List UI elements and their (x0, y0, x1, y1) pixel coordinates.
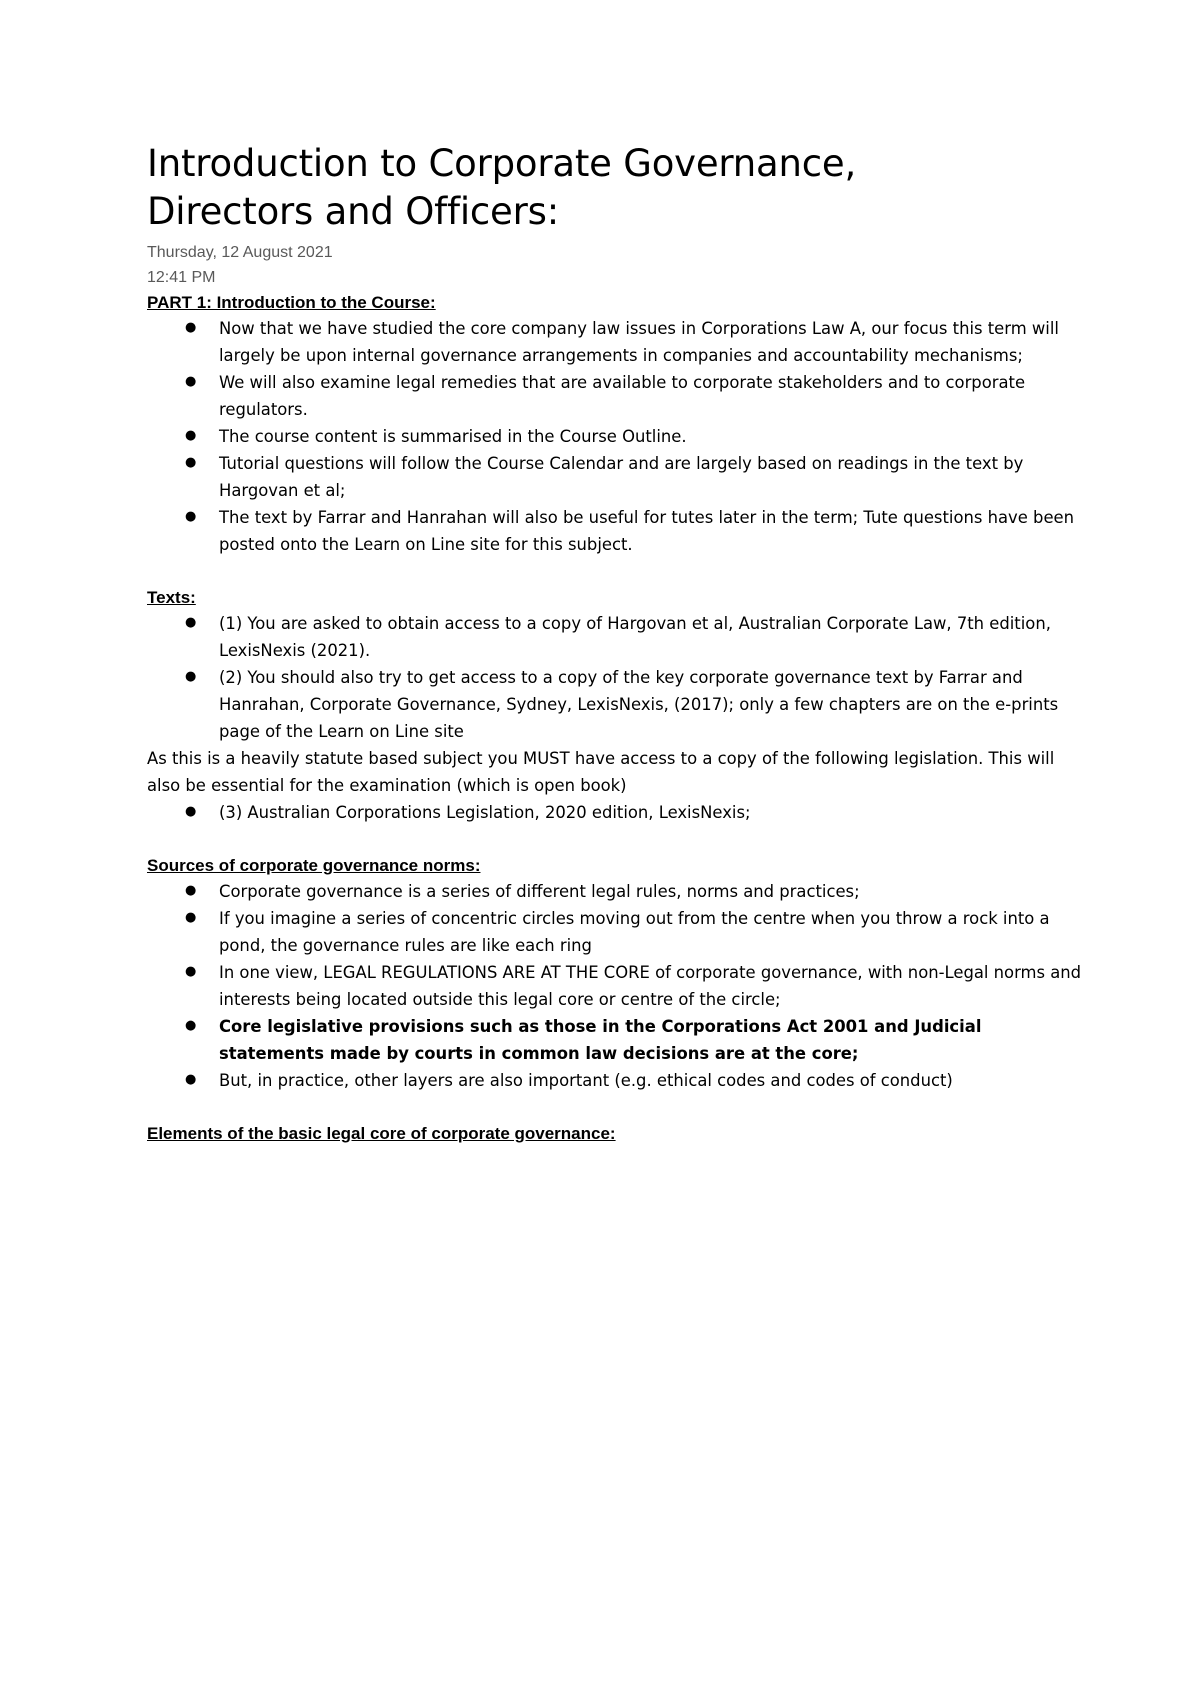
list-item: ● Now that we have studied the core company law issues in Corporations Law A, our focus this term will largely be upon internal governance arrangements in companies and accountability mechanisms; (185, 319, 1059, 365)
bullet-icon: ● (185, 320, 197, 335)
legislation-paragraph: As this is a heavily statute based subject you MUST have access to a copy of the following legislation. This will also be essential for the examination (which is open book) (147, 749, 1055, 795)
bullet-icon: ● (185, 428, 197, 443)
title-line-2: Directors and Officers: (147, 190, 559, 233)
spacer (147, 826, 1087, 853)
list-item: ● The text by Farrar and Hanrahan will also be useful for tutes later in the term; Tute questions have been posted onto the Learn on Line site for this subject. (185, 508, 1074, 554)
list-item: ● (3) Australian Corporations Legislation, 2020 edition, LexisNexis; (185, 803, 751, 822)
bullet-icon: ● (185, 1072, 197, 1087)
sources-heading: Sources of corporate governance norms: (147, 856, 481, 875)
document-page (147, 140, 1087, 1146)
bullet-icon: ● (185, 374, 197, 389)
list-item: ● Tutorial questions will follow the Course Calendar and are largely based on readings in the text by Hargovan et al; (185, 454, 1024, 500)
bullet-icon: ● (185, 804, 197, 819)
elements-heading: Elements of the basic legal core of corporate governance: (147, 1124, 616, 1143)
bullet-icon: ● (185, 669, 197, 684)
bullet-icon: ● (185, 455, 197, 470)
texts-list (147, 610, 1087, 745)
part1-list (147, 315, 1087, 558)
list-item: ● If you imagine a series of concentric circles moving out from the centre when you throw a rock into a pond, the governance rules are like each ring (185, 909, 1050, 955)
list-item: ● In one view, LEGAL REGULATIONS ARE AT THE CORE of corporate governance, with non-Legal norms and interests being located outside this legal core or centre of the circle; (185, 963, 1082, 1009)
title-line-1: Introduction to Corporate Governance, (147, 142, 857, 185)
list-item: ● The course content is summarised in the Course Outline. (185, 427, 687, 446)
legislation-list (147, 799, 1087, 826)
page-title (147, 140, 1087, 236)
note-date: Thursday, 12 August 2021 (147, 244, 333, 261)
bullet-icon: ● (185, 615, 197, 630)
texts-heading: Texts: (147, 588, 196, 607)
spacer (147, 1094, 1087, 1121)
part1-heading: PART 1: Introduction to the Course: (147, 293, 436, 312)
bullet-icon: ● (185, 883, 197, 898)
list-item: ● Corporate governance is a series of different legal rules, norms and practices; (185, 882, 860, 901)
bullet-icon: ● (185, 910, 197, 925)
bullet-icon: ● (185, 509, 197, 524)
list-item: ● We will also examine legal remedies that are available to corporate stakeholders and to corporate regulators. (185, 373, 1026, 419)
list-item: ● (1) You are asked to obtain access to a copy of Hargovan et al, Australian Corporate Law, 7th edition, LexisNexis (2021). (185, 614, 1051, 660)
bullet-icon: ● (185, 1018, 197, 1033)
note-time: 12:41 PM (147, 269, 216, 286)
sources-list (147, 878, 1087, 1094)
bullet-icon: ● (185, 964, 197, 979)
spacer (147, 558, 1087, 585)
list-item: ● But, in practice, other layers are also important (e.g. ethical codes and codes of conduct) (185, 1071, 953, 1090)
list-item: ● Core legislative provisions such as those in the Corporations Act 2001 and Judicial statements made by courts in common law decisions are at the core; (185, 1017, 982, 1063)
list-item: ● (2) You should also try to get access to a copy of the key corporate governance text by Farrar and Hanrahan, Corporate Governance, Sydney, LexisNexis, (2017); only a few chapters are on the e-prints page of the Learn on Line site (185, 668, 1059, 741)
